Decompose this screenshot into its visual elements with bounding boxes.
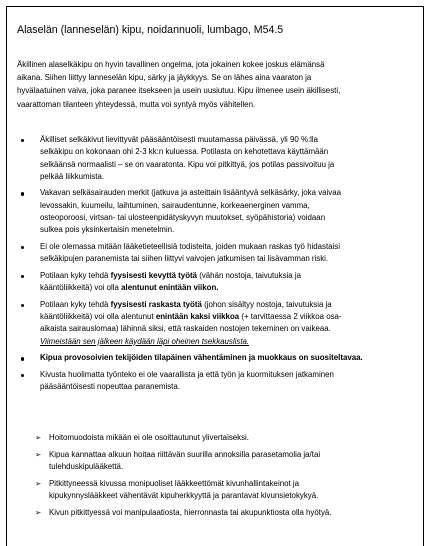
arrow-bullet-icon: ➢ bbox=[35, 433, 42, 442]
text-run: pääsääntöisesti nopeuttaa paranemista. bbox=[40, 382, 180, 392]
bullet-item bbox=[17, 134, 422, 183]
text-run: (vähän nostoja, taivutuksia ja bbox=[197, 270, 301, 280]
bullet-line bbox=[40, 224, 422, 236]
text-run: Potilaan kyky tehdä bbox=[40, 299, 111, 309]
sub-bullet-item bbox=[35, 478, 420, 503]
text-run: (+ tarvittaessa 2 viikkoa osa- bbox=[239, 312, 342, 322]
bullet-item bbox=[17, 299, 422, 348]
sub-bullet-item bbox=[35, 432, 420, 444]
intro-line: vaarattoman tilanteen yhteydessä, mutta voi syntyä myös vähitellen. bbox=[17, 99, 256, 109]
bold-text: enintään kaksi viikkoa bbox=[155, 312, 240, 322]
bold-text: fyysisesti kevyttä työtä bbox=[110, 270, 198, 280]
bullet-item bbox=[17, 187, 422, 236]
main-bullet-list bbox=[17, 134, 422, 398]
bullet-dot-icon bbox=[21, 192, 24, 195]
text-run: Äkilliset selkäkivut lievittyvät pääsääntöisesti muutamassa päivässä, yli 90 %:lla bbox=[40, 135, 319, 144]
sub-bullet-line: Kivun pitkittyessä voi manipulaatiosta, hierronnasta tai akupunktiosta olla hyötyä. bbox=[49, 507, 332, 517]
text-run: osteoporoosi, virtsan- tai ulosteenpidätyskyvyn muutokset, syöpähistoria) voidaan bbox=[40, 213, 326, 223]
document-page bbox=[6, 6, 424, 546]
bullet-dot-icon bbox=[21, 139, 24, 142]
text-run: sulkea pois yksinkertaisin menetelmin. bbox=[40, 225, 175, 235]
text-run: Vakavan selkäsairauden merkit (jatkuva ja asteittain lisääntyvä selkäsärky, joka vaivaa bbox=[40, 188, 342, 198]
bullet-line bbox=[40, 212, 422, 224]
bullet-dot-icon bbox=[21, 275, 24, 278]
intro-paragraph bbox=[17, 58, 417, 111]
bold-text: fyysisesti raskasta työtä bbox=[110, 299, 202, 309]
bullet-line bbox=[40, 352, 422, 364]
text-run: aikaista sairauslomaa) lähinnä siksi, että raskaiden nostojen tekeminen on vaikeaa. bbox=[40, 324, 331, 334]
text-run: selkäkipujen paranemista tai siihen liittyvi vaivojen jatkumisen tai lisävamman riski. bbox=[40, 254, 329, 264]
arrow-bullet-icon: ➢ bbox=[35, 449, 42, 459]
sub-bullet-item bbox=[35, 449, 420, 474]
bullet-item bbox=[17, 241, 422, 266]
bullet-line bbox=[40, 241, 422, 253]
text-run: selkäkipu on kokonaan ohi 2-3 kk:n kuluessa. Potilasta on kehotettava käyttämään bbox=[40, 147, 329, 157]
text-run: levossakin, kuumeilu, laihtuminen, sairaudentunne, korkeaenerginen vamma, bbox=[40, 200, 310, 210]
sub-bullet-list bbox=[35, 432, 420, 523]
sub-bullet-line: Pitkittyneessä kivussa monipuoliset lääkkeettömät kivunhallintakeinot ja bbox=[49, 478, 299, 488]
sub-bullet-line: tulehduskipulääkettä. bbox=[49, 461, 124, 471]
bullet-item bbox=[17, 352, 422, 364]
intro-line: hyvälaatuinen vaiva, joka paranee itsekseen ja usein uusiutuu. Kipu ilmenee usein äkillisesti, bbox=[17, 86, 341, 96]
text-run: Kivusta huolimatta työnteko ei ole vaarallista ja että työn ja kuormituksen jatkaminen bbox=[40, 369, 334, 379]
bullet-dot-icon bbox=[21, 374, 24, 377]
text-run: Ei ole olemassa mitään lääketieteellisiä todisteita, joiden mukaan raskas työ hidastaisi bbox=[40, 241, 341, 251]
intro-line: Äkillinen alaselkäkipu on hyvin tavallinen ongelma, jota jokainen kokee joskus elämänsä bbox=[17, 60, 325, 69]
bullet-line bbox=[40, 311, 422, 323]
sub-bullet-line: Hoitomuodoista mikään ei ole osoittautunut ylivertaiseksi. bbox=[49, 433, 249, 442]
bullet-dot-icon bbox=[21, 304, 24, 307]
document-title: Alaselän (lanneselän) kipu, noidannuoli, lumbago, M54.5 bbox=[17, 24, 284, 36]
bullet-item bbox=[17, 270, 422, 295]
text-run: Potilaan kyky tehdä bbox=[40, 270, 111, 280]
bold-text: Kipua provosoivien tekijöiden tilapäinen vähentäminen ja muokkaus on suositeltavaa. bbox=[40, 353, 363, 363]
bullet-line bbox=[40, 369, 422, 381]
bullet-line bbox=[40, 134, 422, 146]
bullet-line bbox=[40, 336, 422, 348]
bullet-line bbox=[40, 282, 422, 294]
text-run: selkäänsä normaalisti – se on vaaratonta. Kipu voi pitkittyä, jos potilas passivoituu ja bbox=[40, 159, 335, 169]
bullet-item bbox=[17, 369, 422, 394]
arrow-bullet-icon: ➢ bbox=[35, 478, 42, 488]
bullet-line bbox=[40, 299, 422, 311]
bullet-line bbox=[40, 381, 422, 393]
text-run: kääntöliikkeitä) voi olla alentunut bbox=[40, 312, 156, 322]
text-run: (johon sisältyy nostoja, taivutuksia ja bbox=[201, 299, 332, 309]
intro-line: aikana. Siihen liittyy lanneselän kipu, särky ja jäykkyys. Se on lähes aina vaaraton ja bbox=[17, 73, 312, 83]
bullet-line bbox=[40, 253, 422, 265]
bullet-line bbox=[40, 270, 422, 282]
bullet-line bbox=[40, 187, 422, 199]
bold-text: alentunut enintään viikon. bbox=[121, 283, 219, 293]
bullet-dot-icon bbox=[21, 246, 24, 249]
emphasis-text: Viimeistään sen jälkeen käydään läpi oheinen tsekkauslista. bbox=[40, 336, 250, 346]
sub-bullet-item bbox=[35, 507, 420, 519]
sub-bullet-line: Kipua kannattaa alkuun hoitaa riittävän suurilla annoksilla parasetamolia ja/tai bbox=[49, 449, 321, 459]
text-run: pelkää liikkumista. bbox=[40, 171, 105, 181]
bullet-dot-icon bbox=[21, 357, 24, 360]
bullet-line bbox=[40, 323, 422, 335]
bullet-line bbox=[40, 159, 422, 171]
bullet-line bbox=[40, 146, 422, 158]
bullet-line bbox=[40, 171, 422, 183]
text-run: kääntöliikkeitä) voi olla bbox=[40, 283, 122, 293]
bullet-line bbox=[40, 200, 422, 212]
arrow-bullet-icon: ➢ bbox=[35, 507, 42, 517]
sub-bullet-line: kipukynnyslääkkeet vähentävät kipuherkkyyttä ja parantavat kivunsietokykyä. bbox=[49, 490, 319, 500]
